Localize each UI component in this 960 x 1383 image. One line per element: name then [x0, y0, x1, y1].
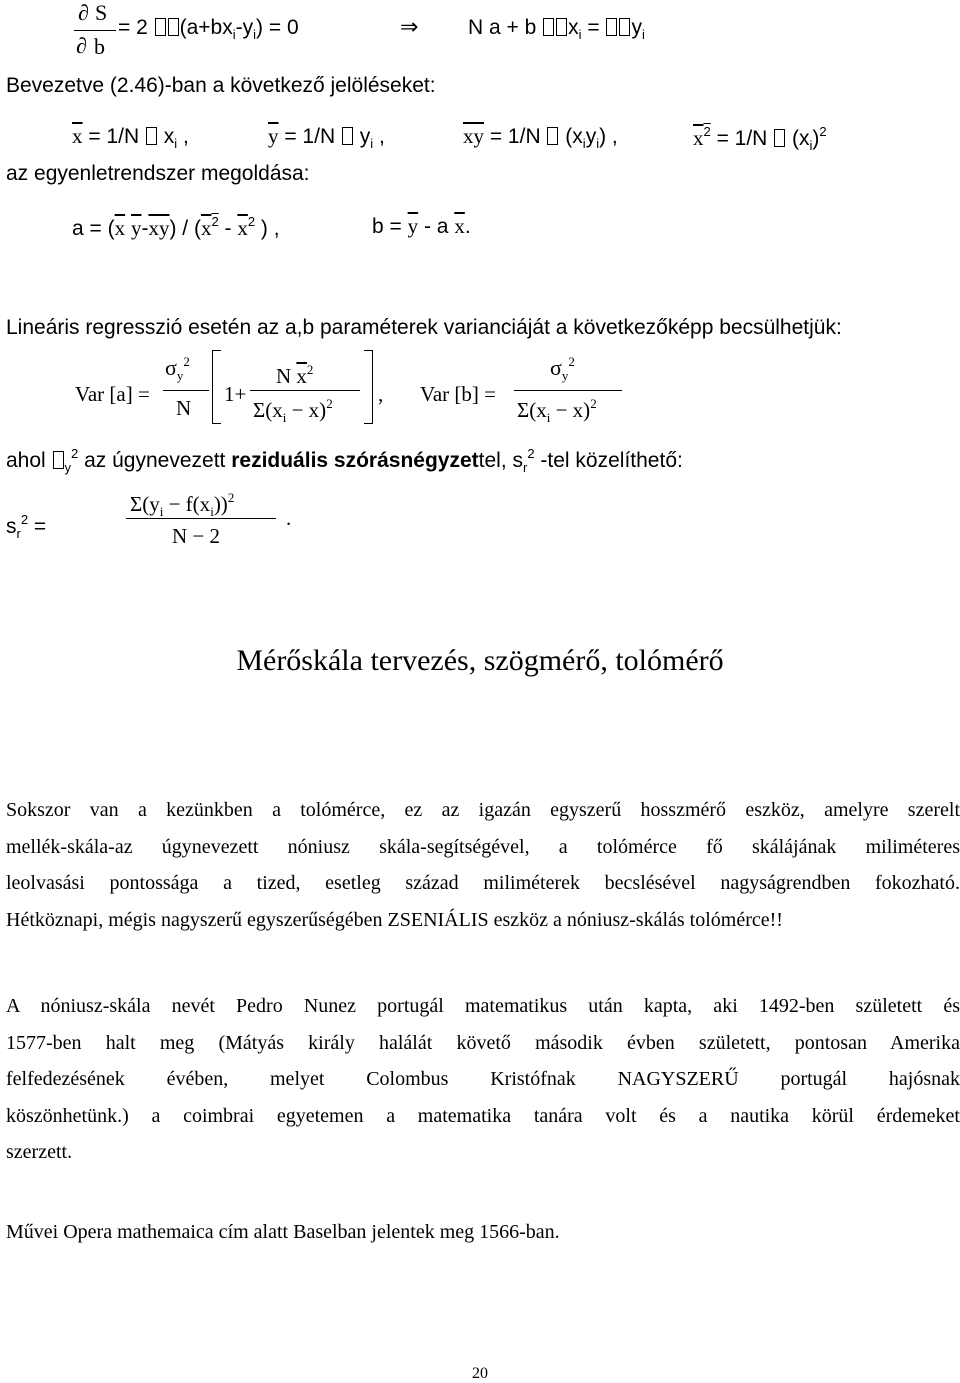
xy-mean-def: $\overline{xy} = 1/N$ $(x_iy_i)$ ,: [463, 124, 618, 151]
sigma-y-num-b: $\sigma_y^2$: [550, 354, 575, 383]
sr2-fraction-bar: [126, 518, 276, 519]
sigma-y-num-a: $\sigma_y^2$: [165, 354, 190, 383]
N-den-a: N: [176, 396, 192, 420]
sr2-denominator: N − 2: [172, 524, 221, 548]
fraction-bar-b: [514, 390, 622, 391]
paragraph-1: [6, 792, 960, 938]
comma-sep: ,: [378, 382, 384, 406]
x-mean-def: $\overline{x} = 1/N$ $x_i$ ,: [72, 124, 189, 151]
variance-intro: Lineáris regresszió esetén az a,b paraméterek varianciáját a következőképp becsülhetjük:: [6, 316, 842, 339]
fraction-bar-a1: [163, 390, 209, 391]
normal-equation-1: N a + b $x_i = y_i$: [468, 16, 645, 42]
Nx2-num: N $\overline{x}^2$: [276, 362, 314, 388]
b-solution: $b = \overline{y} - a$ $\overline{x}$.: [372, 214, 471, 238]
intro-text: Bevezetve (2.46)-ban a következő jelöléseket:: [6, 74, 436, 97]
a-solution: $a = (\overline{x}$ $\overline{y}-\overline{xy}) / (\overline{x}^2 - \overline{x}^2$ ) ,: [72, 214, 280, 240]
partial-rhs: = 2 $(a+bx_i-y_i) = 0$: [118, 16, 299, 42]
paragraph-2: [6, 988, 960, 1171]
partial-S: S: [95, 0, 108, 25]
implies-arrow: ⇒: [400, 14, 419, 39]
ahol-line: ahol $_y^2$ az úgynevezett reziduális szórásnégyzettel, $s_r^2$ -tel közelíthető:: [6, 446, 683, 475]
paragraph-line: A nóniusz-skála nevét Pedro Nunez portugál matematikus után kapta, aki 1492-ben született és: [6, 995, 960, 1017]
paragraph-line: Sokszor van a kezünkben a tolómérce, ez az igazán egyszerű hosszmérő eszköz, amelyre szerelt: [6, 799, 960, 821]
right-bracket-a: [364, 350, 373, 424]
paragraph-line: 1577-ben halt meg (Mátyás király halálát követő második évben született, pontosan Amerika: [6, 1031, 960, 1054]
var-b-label: Var [b] =: [420, 382, 496, 406]
sum-den-a: $\Sigma(x_i - x)^2$: [253, 396, 333, 425]
var-a-label: Var [a] =: [75, 382, 150, 406]
section-heading: Mérőskála tervezés, szögmérő, tolómérő: [236, 644, 724, 677]
x2-mean-def: $\overline{x}^2 = 1/N$ $(x_i)^2$: [693, 124, 827, 153]
one-plus: 1+: [224, 382, 247, 406]
left-bracket-a: [212, 350, 221, 424]
partial-symbol-2: ∂: [76, 33, 87, 58]
paragraph-line: mellék-skála-az úgynevezett nóniusz skála-segítségével, a tolómérce fő skálájának miliméteres: [6, 835, 960, 858]
paragraph-line: Hétköznapi, mégis nagyszerű egyszerűségében ZSENIÁLIS eszköz a nóniusz-skálás tolómérce!!: [6, 908, 783, 931]
sr2-lhs: $s_r^2$ =: [6, 512, 47, 541]
partial-b: b: [94, 34, 105, 59]
fraction-bar-a2: [250, 390, 360, 391]
paragraph-line: köszönhetünk.) a coimbrai egyetemen a matematika tanára volt és a nautika körül érdemeket: [6, 1104, 960, 1127]
paragraph-line: leolvasási pontossága a tized, esetleg század miliméterek becslésével nagyságrendben fokozható.: [6, 872, 960, 894]
solution-label: az egyenletrendszer megoldása:: [6, 162, 310, 185]
page-number: 20: [472, 1365, 488, 1382]
paragraph-line: Művei Opera mathemaica cím alatt Baselban jelentek meg 1566-ban.: [6, 1221, 560, 1243]
sr2-numerator: $\Sigma(y_i - f(x_i))^2$: [130, 490, 235, 519]
sum-den-b: $\Sigma(x_i - x)^2$: [517, 396, 597, 425]
sr2-dot: .: [286, 506, 292, 530]
paragraph-line: szerzett.: [6, 1141, 73, 1163]
y-mean-def: $\overline{y} = 1/N$ $y_i$ ,: [268, 124, 385, 151]
partial-symbol: ∂: [78, 0, 89, 25]
paragraph-line: felfedezésének évében, melyet Colombus Kristófnak NAGYSZERŰ portugál hajósnak: [6, 1068, 960, 1090]
partial-fraction-bar: [74, 30, 116, 31]
paragraph-3: [6, 1214, 960, 1251]
